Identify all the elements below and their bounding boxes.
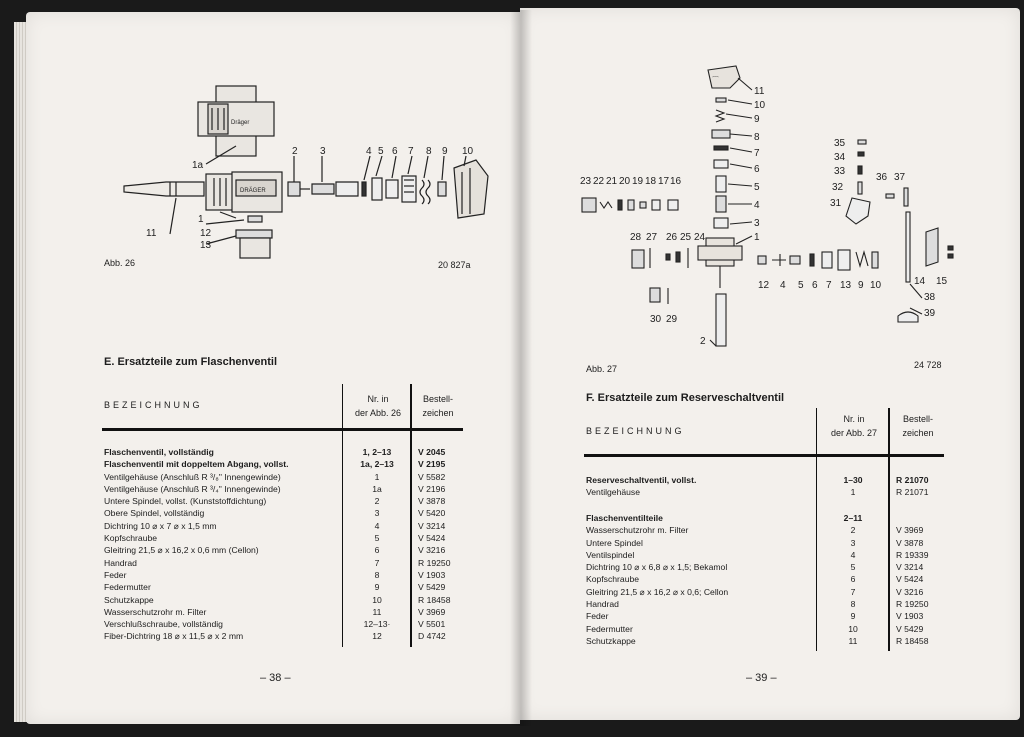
callout-12: 12: [200, 228, 212, 239]
table-cell-nr: 1–30: [843, 475, 863, 485]
table-cell-code: R 21070: [896, 475, 929, 485]
header-divider: [816, 408, 817, 454]
table-cell-code: V 5424: [896, 574, 924, 585]
book-gutter: [510, 10, 532, 726]
table-cell-nr: 3: [374, 508, 380, 519]
column-divider: [888, 457, 890, 651]
column-header-bestellzeichen: Bestell- zeichen: [422, 394, 454, 418]
parts-description-column-b: [586, 512, 812, 647]
table-cell-code: V 2045: [418, 447, 446, 457]
callout-10: 10: [462, 146, 474, 157]
table-cell-nr: 7: [850, 586, 856, 597]
table-cell-desc: Schutzkappe: [104, 594, 154, 605]
table-cell-desc: Schutzkappe: [586, 635, 636, 646]
callout-26: 26: [666, 232, 678, 243]
table-cell-nr: 5: [374, 533, 380, 544]
table-cell-desc: Fiber-Dichtring 18 ⌀ x 11,5 ⌀ x 2 mm: [104, 631, 244, 642]
column-header-nr: Nr. in der Abb. 27: [830, 414, 878, 438]
brand-label-lower: DRÄGER: [240, 188, 266, 194]
table-cell-nr: 8: [850, 599, 856, 610]
parts-order-code-column: [418, 446, 468, 643]
table-cell-desc: Ventilspindel: [586, 549, 635, 560]
table-cell-code: V 3216: [896, 586, 924, 597]
callout-21: 21: [606, 176, 618, 187]
table-cell-code: V 5429: [896, 623, 924, 634]
callout-6: 6: [392, 146, 398, 157]
callout-1a: 1a: [192, 160, 204, 171]
table-cell-desc: Kopfschraube: [104, 533, 158, 544]
table-cell-code: [896, 512, 946, 524]
header-divider: [888, 408, 890, 454]
table-cell-nr: 5: [850, 562, 856, 573]
callout-4: 4: [366, 146, 372, 157]
table-cell-desc: Flaschenventilteile: [586, 513, 663, 523]
table-cell-desc: Ventilgehäuse: [586, 487, 640, 498]
table-cell-desc: Feder: [586, 611, 609, 622]
table-cell-desc: Federmutter: [104, 582, 151, 593]
callout-23: 23: [580, 176, 592, 187]
callout-31: 31: [830, 198, 842, 209]
callout-16: 16: [670, 176, 682, 187]
callout-39: 39: [924, 308, 936, 319]
table-cell-code: R 21071: [896, 487, 929, 498]
parts-order-code-column-a: [896, 474, 946, 499]
callout-11: 11: [146, 228, 157, 239]
table-cell-code: D 4742: [418, 631, 446, 642]
table-cell-nr: 10: [848, 623, 858, 634]
table-cell-code: R 19250: [896, 599, 929, 610]
table-cell-code: V 1903: [418, 569, 446, 580]
callout-38: 38: [924, 292, 936, 303]
table-cell-nr: 1: [850, 487, 856, 498]
callout-19: 19: [632, 176, 644, 187]
parts-number-column-b: [820, 512, 886, 647]
table-cell-nr: 8: [374, 569, 380, 580]
parts-number-column: [344, 446, 410, 643]
table-cell-nr: 2–11: [843, 513, 863, 523]
callout-3: 3: [320, 146, 326, 157]
callout-10: 10: [754, 100, 766, 111]
table-cell-desc: Kopfschraube: [586, 574, 640, 585]
table-cell-nr: 11: [372, 606, 382, 617]
callout-29: 29: [666, 314, 678, 325]
callout-7: 7: [754, 148, 760, 159]
callout-9: 9: [754, 114, 760, 125]
table-cell-desc: Flaschenventil, vollständig: [104, 447, 214, 457]
table-cell-desc: Gleitring 21,5 ⌀ x 16,2 ⌀ x 0,6; Cellon: [586, 586, 729, 597]
page-number-38: – 38 –: [260, 672, 291, 684]
figure-caption-abb-26: Abb. 26: [104, 258, 136, 268]
exploded-diagram-reserveschaltventil: [570, 48, 1010, 358]
table-cell-code: V 3969: [418, 606, 446, 617]
callout-5-bottom: 5: [798, 280, 804, 291]
column-header-bezeichnung: BEZEICHNUNG: [104, 400, 203, 410]
callout-14: 14: [914, 276, 926, 287]
callout-5: 5: [754, 182, 760, 193]
callout-20: 20: [619, 176, 631, 187]
callout-13: 13: [840, 280, 852, 291]
callout-5: 5: [378, 146, 384, 157]
table-cell-desc: Gleitring 21,5 ⌀ x 16,2 x 0,6 mm (Cellon): [104, 545, 259, 556]
header-divider: [410, 384, 412, 428]
table-cell-nr: 1: [374, 471, 380, 482]
table-cell-code: V 3214: [896, 562, 924, 573]
figure-code: 20 827a: [438, 260, 471, 270]
column-divider: [816, 457, 817, 651]
table-cell-desc: Handrad: [104, 557, 137, 568]
table-cell-nr: 6: [374, 545, 380, 556]
parts-description-column: [104, 446, 338, 643]
callout-6: 6: [754, 164, 760, 175]
figure-code: 24 728: [914, 360, 942, 370]
brand-label-upper: Dräger: [231, 120, 250, 126]
table-cell-nr: 4: [374, 520, 380, 531]
table-cell-desc: Federmutter: [586, 623, 633, 634]
callout-7: 7: [408, 146, 414, 157]
callout-13: 13: [200, 240, 212, 251]
table-cell-code: R 18458: [896, 635, 929, 646]
callout-3: 3: [754, 218, 760, 229]
table-header-rule: [102, 428, 463, 431]
table-cell-nr: 2: [374, 496, 380, 507]
callout-28: 28: [630, 232, 642, 243]
callout-24: 24: [694, 232, 706, 243]
callout-4-bottom: 4: [780, 280, 786, 291]
callout-2: 2: [700, 336, 706, 347]
table-cell-nr: 9: [374, 582, 380, 593]
table-cell-nr: 2: [850, 525, 856, 536]
section-title-e: E. Ersatzteile zum Flaschenventil: [104, 356, 278, 368]
table-cell-desc: Untere Spindel, vollst. (Kunststoffdichtung): [104, 496, 267, 507]
table-cell-code: V 3878: [896, 537, 924, 548]
callout-22: 22: [593, 176, 605, 187]
table-cell-code: V 2196: [418, 483, 446, 494]
figure-caption-abb-27: Abb. 27: [586, 364, 618, 374]
callout-18: 18: [645, 176, 657, 187]
table-cell-code: R 19339: [896, 549, 929, 560]
table-cell-code: V 2195: [418, 459, 446, 470]
table-cell-nr: 9: [850, 611, 856, 622]
table-header-rule: [584, 454, 944, 457]
section-title-f: F. Ersatzteile zum Reserveschaltventil: [586, 392, 785, 404]
table-cell-code: V 3216: [418, 545, 446, 556]
right-page: [520, 8, 1020, 720]
callout-6-bottom: 6: [812, 280, 818, 291]
table-cell-code: V 3214: [418, 520, 446, 531]
callout-7-bottom: 7: [826, 280, 832, 291]
callout-17: 17: [658, 176, 670, 187]
table-cell-desc: Wasserschutzrohr m. Filter: [104, 606, 207, 617]
table-cell-nr: 7: [374, 557, 380, 568]
table-cell-desc: Ventilgehäuse (Anschluß R ³/₈" Innengewinde): [104, 471, 281, 482]
callout-2: 2: [292, 146, 298, 157]
table-cell-code: V 3969: [896, 525, 924, 536]
table-cell-desc: Dichtring 10 ⌀ x 6,8 ⌀ x 1,5; Bekamol: [586, 562, 728, 573]
table-cell-desc: Handrad: [586, 599, 619, 610]
callout-15: 15: [936, 276, 948, 287]
table-cell-nr: 12: [372, 631, 382, 642]
left-page: [26, 12, 520, 724]
parts-order-code-column-b: [896, 512, 946, 647]
table-cell-nr: 11: [848, 635, 858, 646]
column-header-nr: Nr. in der Abb. 26: [354, 394, 402, 418]
callout-37: 37: [894, 172, 906, 183]
table-cell-code: V 3878: [418, 496, 446, 507]
parts-number-column-a: [820, 474, 886, 499]
exploded-diagram-flaschenventil: [86, 64, 526, 284]
callout-8: 8: [754, 132, 760, 143]
table-cell-code: V 5420: [418, 508, 446, 519]
table-cell-desc: Obere Spindel, vollständig: [104, 508, 205, 519]
callout-8: 8: [426, 146, 432, 157]
table-cell-nr: 1, 2–13: [362, 447, 392, 457]
callout-9: 9: [442, 146, 448, 157]
table-cell-code: V 5429: [418, 582, 446, 593]
table-cell-nr: 4: [850, 549, 856, 560]
column-divider: [342, 431, 343, 647]
table-cell-nr: 1a: [372, 483, 382, 494]
table-cell-nr: 3: [850, 537, 856, 548]
column-header-bestellzeichen: Bestell- zeichen: [902, 414, 934, 438]
table-cell-code: V 5424: [418, 533, 446, 544]
table-cell-code: V 5501: [418, 619, 446, 630]
callout-27: 27: [646, 232, 658, 243]
header-divider: [342, 384, 343, 428]
callout-1: 1: [754, 232, 760, 243]
callout-30: 30: [650, 314, 662, 325]
table-cell-nr: 10: [372, 594, 382, 605]
callout-12: 12: [758, 280, 770, 291]
table-cell-desc: Untere Spindel: [586, 537, 643, 548]
table-cell-code: R 19250: [418, 557, 451, 568]
table-cell-desc: Reserveschaltventil, vollst.: [586, 475, 697, 485]
table-cell-desc: Feder: [104, 569, 127, 580]
callout-36: 36: [876, 172, 888, 183]
callout-11: 11: [754, 86, 765, 97]
callout-33: 33: [834, 166, 846, 177]
table-cell-nr: 12–13·: [363, 619, 391, 630]
table-cell-desc: Dichtring 10 ⌀ x 7 ⌀ x 1,5 mm: [104, 520, 217, 531]
callout-34: 34: [834, 152, 846, 163]
table-cell-nr: 6: [850, 574, 856, 585]
callout-35: 35: [834, 138, 846, 149]
table-cell-nr: 1a, 2–13: [360, 459, 394, 470]
callout-9-bottom: 9: [858, 280, 864, 291]
table-cell-desc: Ventilgehäuse (Anschluß R ³/₄" Innengewinde): [104, 483, 281, 494]
page-number-39: – 39 –: [746, 672, 777, 684]
table-cell-desc: Wasserschutzrohr m. Filter: [586, 525, 689, 536]
table-cell-desc: Flaschenventil mit doppeltem Abgang, vollst.: [104, 459, 289, 470]
callout-4: 4: [754, 200, 760, 211]
callout-1: 1: [198, 214, 204, 225]
callout-32: 32: [832, 182, 844, 193]
parts-description-column-a: [586, 474, 812, 499]
table-cell-code: V 1903: [896, 611, 924, 622]
table-cell-desc: Verschlußschraube, vollständig: [104, 619, 223, 630]
cap-mark: ⌒: [712, 77, 719, 84]
callout-25: 25: [680, 232, 692, 243]
column-header-bezeichnung: BEZEICHNUNG: [586, 426, 685, 436]
table-cell-code: V 5582: [418, 471, 446, 482]
table-cell-code: R 18458: [418, 594, 451, 605]
callout-10-bottom: 10: [870, 280, 882, 291]
column-divider: [410, 431, 412, 647]
